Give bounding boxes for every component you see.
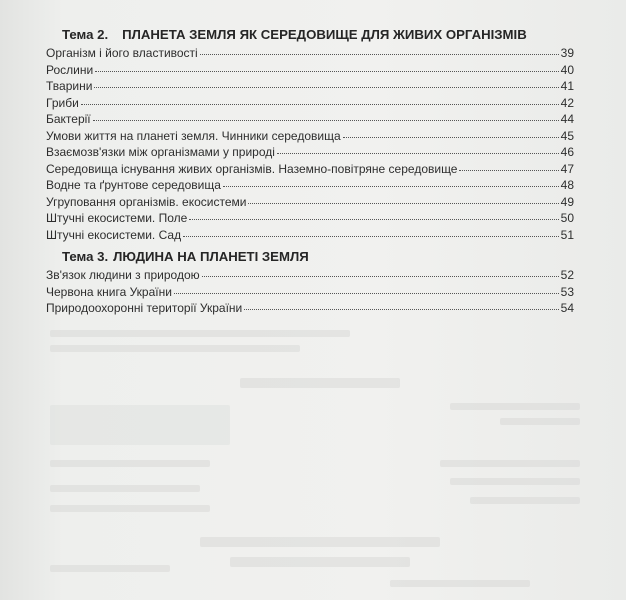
entry-label: Червона книга України (46, 284, 172, 299)
dot-leader (81, 92, 559, 105)
bleed-line (50, 460, 210, 467)
entry-label: Природоохоронні території України (46, 301, 243, 315)
entry-page: 40 (560, 62, 574, 77)
bleed-line (50, 330, 350, 337)
bleed-line (390, 580, 530, 587)
entry-label: Штучні екосистеми. Сад (46, 227, 182, 242)
bleed-line (50, 565, 170, 572)
bleed-line (500, 418, 580, 425)
entry-label: Умови життя на планеті земля. Чинники середовища (46, 128, 341, 143)
entry-page: 52 (560, 268, 574, 282)
dot-leader (94, 75, 559, 88)
dot-leader (200, 42, 559, 55)
entry-label: Організм і його властивості (46, 46, 198, 60)
entry-page: 51 (560, 227, 574, 242)
dot-leader (189, 207, 559, 220)
entry-label: Середовища існування живих організмів. Наземно-повітряне середовище (46, 161, 458, 176)
entry-label: Гриби (46, 95, 79, 110)
dot-leader (174, 281, 559, 294)
bleed-line (50, 505, 210, 512)
bleed-line (230, 557, 410, 567)
entry-page: 48 (560, 178, 574, 192)
bleed-line (470, 497, 580, 504)
bleed-line (240, 378, 400, 388)
entry-page: 49 (560, 194, 574, 209)
entry-label: Бактерії (46, 112, 91, 126)
bleed-line (450, 478, 580, 485)
bleed-line (50, 485, 200, 492)
bleed-block (50, 405, 230, 445)
entry-label: Рослини (46, 62, 94, 77)
bleed-line (200, 537, 440, 547)
toc-section-3 (46, 248, 574, 316)
dot-leader (93, 108, 559, 121)
dot-leader (277, 141, 559, 154)
entry-page: 53 (560, 284, 574, 299)
dot-leader (95, 59, 559, 72)
entry-page: 46 (560, 145, 574, 159)
bleed-line (50, 345, 300, 352)
entry-page: 44 (560, 112, 574, 126)
dot-leader (459, 158, 559, 171)
section-number: Тема 3. (62, 249, 109, 264)
entry-label: Угруповання організмів. екосистеми (46, 194, 247, 209)
toc-section-2 (46, 26, 574, 242)
toc-entry (46, 299, 574, 316)
entry-page: 42 (560, 95, 574, 110)
entry-label: Зв'язок людини з природою (46, 268, 200, 282)
section-title: ПЛАНЕТА ЗЕМЛЯ ЯК СЕРЕДОВИЩЕ ДЛЯ ЖИВИХ ОРГАНІЗМІВ (122, 27, 527, 42)
entry-page: 45 (560, 128, 574, 143)
section-title: ЛЮДИНА НА ПЛАНЕТІ ЗЕМЛЯ (113, 249, 309, 264)
dot-leader (202, 264, 559, 277)
bleed-line (440, 460, 580, 467)
dot-leader (223, 174, 559, 187)
entry-label: Тварини (46, 79, 93, 93)
entry-page: 39 (560, 46, 574, 60)
dot-leader (244, 297, 559, 310)
bleed-line (450, 403, 580, 410)
entry-page: 41 (560, 79, 574, 93)
dot-leader (248, 191, 559, 204)
toc-entry (46, 226, 574, 243)
section-number: Тема 2. (62, 27, 109, 42)
dot-leader (183, 224, 559, 237)
entry-label: Водне та ґрунтове середовища (46, 178, 221, 192)
entry-page: 54 (560, 301, 574, 315)
entry-label: Штучні екосистеми. Поле (46, 211, 188, 225)
entry-label: Взаємозв'язки між організмами у природі (46, 145, 275, 159)
entry-page: 50 (560, 211, 574, 225)
dot-leader (343, 125, 559, 138)
entry-page: 47 (560, 161, 574, 176)
